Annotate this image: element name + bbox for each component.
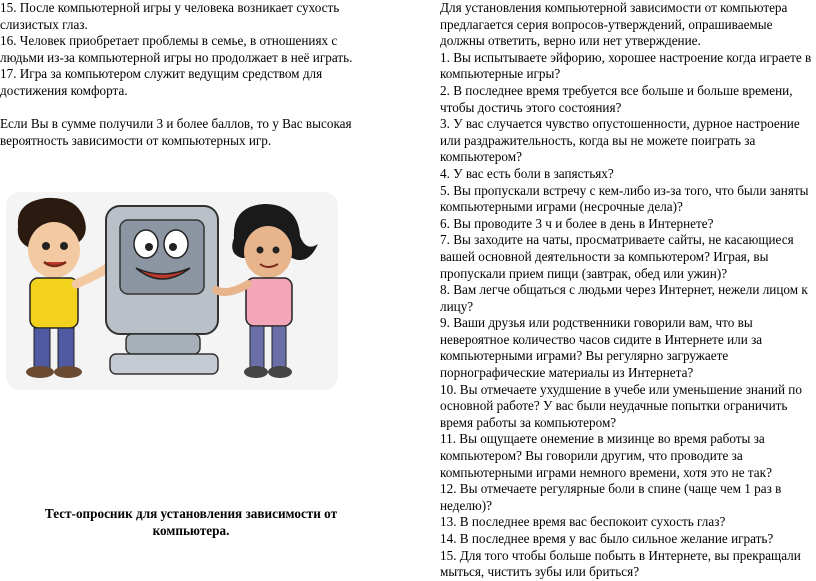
question-item: 2. В последнее время требуется все больше и больше времени, чтобы достичь этого состояния? — [440, 82, 793, 115]
question-item: 15. Для того чтобы больше побыть в Интернете, вы прекращали мыться, чистить зубы или бриться? — [440, 547, 801, 580]
question-item: 4. У вас есть боли в запястьях? — [440, 165, 614, 181]
spacer — [0, 100, 372, 117]
question-item: 7. Вы заходите на чаты, просматриваете сайты, не касающиеся вашей основной деятельности за компьютером? Играя, вы пропускали прием пищи (завтрак, обед или ужин)? — [440, 232, 794, 281]
question-item: 12. Вы отмечаете регулярные боли в спине (чаще чем 1 раз в неделю)? — [440, 481, 782, 513]
list-item: 17. Игра за компьютером служит ведущим средством для достижения комфорта. — [0, 66, 323, 98]
conclusion-text: Если Вы в сумме получили 3 и более баллов, то у Вас высокая вероятность зависимости от компьютерных игр. — [0, 116, 352, 148]
left-column — [0, 0, 372, 149]
list-item: 16. Человек приобретает проблемы в семье, в отношениях с людьми из-за компьютерной игры но продолжает в неё играть. — [0, 33, 353, 65]
question-item: 9. Ваши друзья или родственники говорили вам, что вы невероятное количество часов сидите в Интернете или за компьютерными играми? Вы регулярно загружаете порнографические материалы из Интернета? — [440, 315, 763, 381]
question-item: 5. Вы пропускали встречу с кем-либо из-за того, что были заняты компьютерными играми (несрочные дела)? — [440, 182, 809, 215]
question-item: 14. В последнее время у вас было сильное желание играть? — [440, 531, 774, 546]
question-item: 6. Вы проводите 3 ч и более в день в Интернете? — [440, 215, 714, 231]
question-item: 10. Вы отмечаете ухудшение в учебе или уменьшение знаний по основной работе? У вас были неудачные попытки ограничить время работы за компьютером? — [440, 381, 802, 430]
caption-title: Тест-опросник для установления зависимости от компьютера. — [44, 506, 338, 538]
question-item: 8. Вам легче общаться с людьми через Интернет, нежели лицом к лицу? — [440, 282, 808, 314]
right-column — [440, 0, 816, 581]
question-item: 13. В последнее время вас беспокоит сухость глаз? — [440, 514, 726, 530]
kids-with-computer-illustration — [6, 192, 338, 390]
question-item: 11. Вы ощущаете онемение в мизинце во время работы за компьютером? Вы говорили другим, что проводите за компьютерными играми немного времени, хотя это не так? — [440, 431, 772, 480]
question-item: 1. Вы испытываете эйфорию, хорошее настроение когда играете в компьютерные игры? — [440, 49, 812, 82]
list-item: 15. После компьютерной игры у человека возникает сухость слизистых глаз. — [0, 0, 340, 32]
intro-text: Для установления компьютерной зависимости от компьютера предлагается серия вопросов-утверждений, опрашиваемые должны ответить, верно или нет утверждение. — [440, 0, 788, 49]
question-item: 3. У вас случается чувство опустошенности, дурное настроение или раздражительность, когда вы не можете поиграть за компьютером? — [440, 116, 800, 165]
